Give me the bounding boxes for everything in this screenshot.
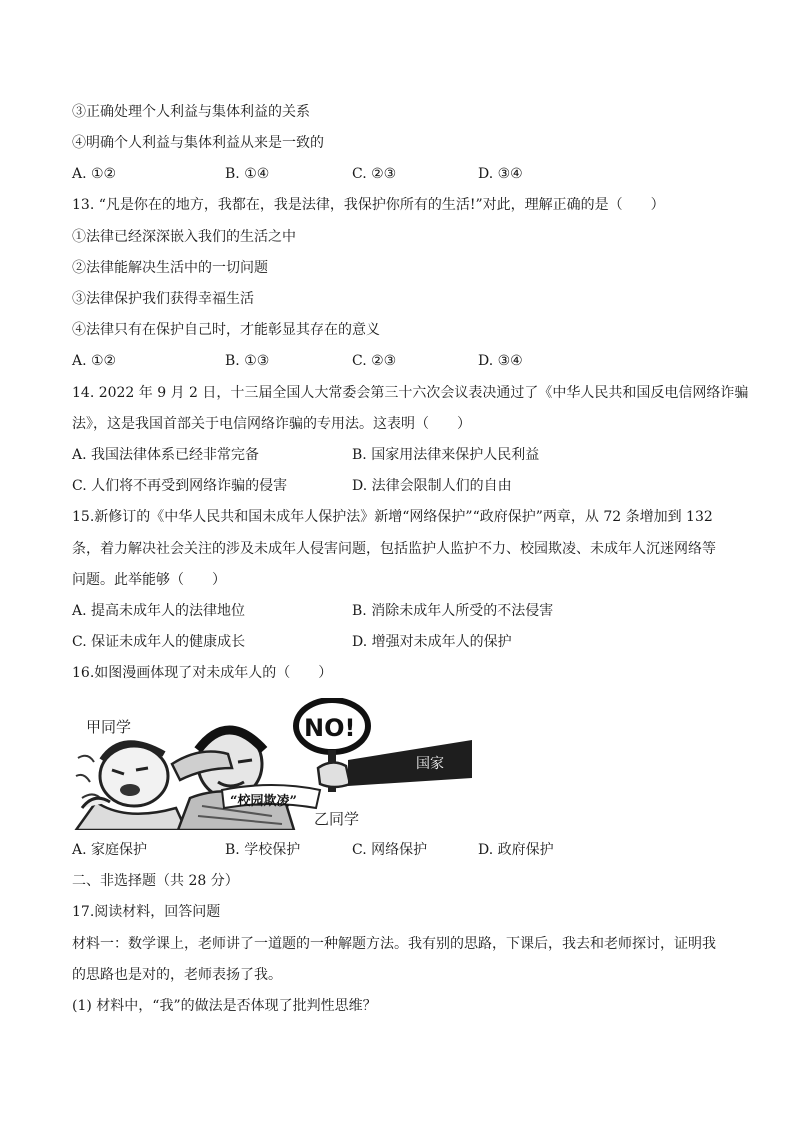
q13-option-b[interactable]: B. ①③ [225, 353, 270, 369]
q15-option-c[interactable]: C. 保证未成年人的健康成长 [72, 634, 246, 650]
q13-option-a[interactable]: A. ①② [72, 353, 117, 369]
q14-option-c[interactable]: C. 人们将不再受到网络诈骗的侵害 [72, 478, 288, 494]
comic-illustration [72, 698, 472, 830]
section-2-heading: 二、非选择题（共 28 分） [72, 873, 239, 889]
q13-statement-4: ④法律只有在保护自己时，才能彰显其存在的意义 [72, 322, 380, 338]
q12-option-b[interactable]: B. ①④ [225, 166, 270, 182]
material-1-line-2: 的思路也是对的，老师表扬了我。 [72, 967, 282, 983]
question-15-line-2: 条，着力解决社会关注的涉及未成年人侵害问题，包括监护人监护不力、校园欺凌、未成年人沉迷网络等 [72, 541, 716, 557]
comic-label-state: 国家 [416, 756, 444, 772]
q15-option-b[interactable]: B. 消除未成年人所受的不法侵害 [352, 603, 554, 619]
q14-options-row-2 [72, 476, 732, 496]
comic-banner: “校园欺凌” [230, 794, 297, 809]
q14-option-d[interactable]: D. 法律会限制人们的自由 [352, 478, 512, 494]
comic-no-sign: NO! [304, 714, 356, 742]
question-16: 16.如图漫画体现了对未成年人的（ ） [72, 665, 333, 681]
question-13: 13. “凡是你在的地方，我都在，我是法律，我保护你所有的生活!”对此，理解正确的是（ ） [72, 197, 665, 213]
q15-options-row-2 [72, 632, 732, 652]
q14-option-a[interactable]: A. 我国法律体系已经非常完备 [72, 447, 260, 463]
q12-options [72, 164, 732, 184]
q15-options-row-1 [72, 601, 732, 621]
q13-statement-1: ①法律已经深深嵌入我们的生活之中 [72, 229, 296, 245]
question-15-line-3: 问题。此举能够（ ） [72, 572, 226, 588]
material-1-line-1: 材料一：数学课上，老师讲了一道题的一种解题方法。我有别的思路，下课后，我去和老师探讨，证明我 [72, 936, 716, 952]
q12-option-a[interactable]: A. ①② [72, 166, 117, 182]
q12-option-c[interactable]: C. ②③ [352, 166, 397, 182]
q13-option-c[interactable]: C. ②③ [352, 353, 397, 369]
q13-option-d[interactable]: D. ③④ [478, 353, 523, 369]
q12-option-d[interactable]: D. ③④ [478, 166, 523, 182]
q16-option-d[interactable]: D. 政府保护 [478, 842, 554, 858]
q16-option-c[interactable]: C. 网络保护 [352, 842, 428, 858]
comic-label-b: 乙同学 [314, 810, 360, 828]
q14-option-b[interactable]: B. 国家用法律来保护人民利益 [352, 447, 540, 463]
question-14-line-1: 14. 2022 年 9 月 2 日，十三届全国人大常委会第三十六次会议表决通过了《中华人民共和国反电信网络诈骗 [72, 385, 749, 401]
question-17: 17.阅读材料，回答问题 [72, 904, 221, 920]
q16-option-b[interactable]: B. 学校保护 [225, 842, 301, 858]
q13-options [72, 351, 732, 371]
question-15-line-1: 15.新修订的《中华人民共和国未成年人保护法》新增“网络保护”“政府保护”两章，从 72 条增加到 132 [72, 509, 713, 525]
comic-label-a: 甲同学 [86, 718, 132, 736]
q16-option-a[interactable]: A. 家庭保护 [72, 842, 148, 858]
q13-statement-3: ③法律保护我们获得幸福生活 [72, 291, 254, 307]
option-statement-3: ③正确处理个人利益与集体利益的关系 [72, 104, 310, 120]
q15-option-d[interactable]: D. 增强对未成年人的保护 [352, 634, 512, 650]
q16-options [72, 840, 732, 860]
q14-options-row-1 [72, 445, 732, 465]
option-statement-4: ④明确个人利益与集体利益从来是一致的 [72, 135, 324, 151]
question-14-line-2: 法》，这是我国首部关于电信网络诈骗的专用法。这表明（ ） [72, 416, 471, 432]
q13-statement-2: ②法律能解决生活中的一切问题 [72, 260, 268, 276]
question-17-part-1: (1) 材料中，“我”的做法是否体现了批判性思维？ [72, 998, 377, 1014]
q15-option-a[interactable]: A. 提高未成年人的法律地位 [72, 603, 246, 619]
